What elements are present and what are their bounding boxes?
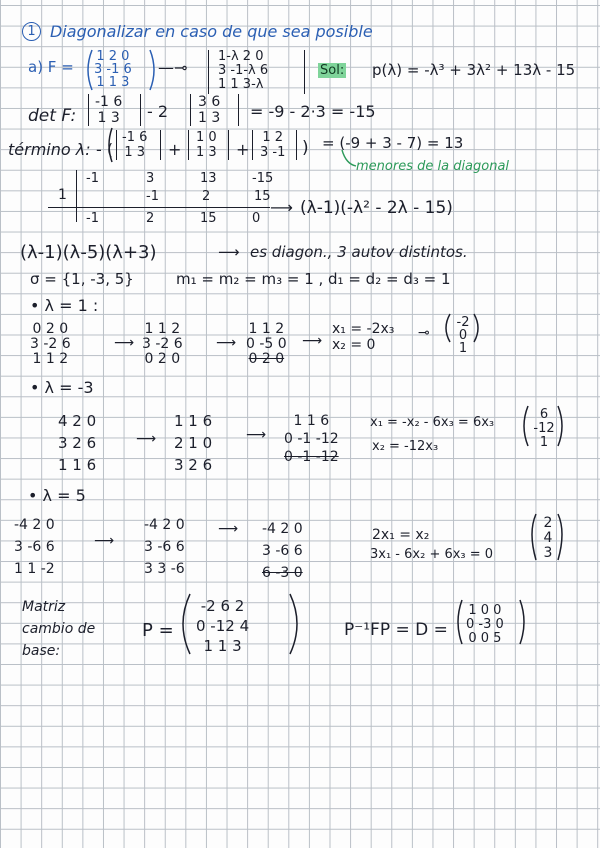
- matrix-row: 1 1 2: [248, 321, 285, 337]
- green-annotation-arrow: [342, 150, 356, 166]
- matrix-row: 0 -1 -12: [284, 431, 339, 447]
- termino-lead: - (: [96, 140, 114, 159]
- matrix-row-crossed: 0 -1 -12: [284, 449, 339, 465]
- case1-eq1: x₁ = -2x₃: [332, 321, 395, 337]
- change-of-basis-label: [22, 596, 95, 662]
- case1-matrix-3: [246, 322, 287, 367]
- case1-matrix-2: [142, 322, 183, 367]
- ruffini-cell: 15: [254, 189, 271, 204]
- factored-polynomial: (λ-1)(λ-5)(λ+3): [20, 242, 157, 263]
- diag-conclusion: es diagon., 3 autov distintos.: [250, 243, 468, 261]
- exercise-number-circle: 1: [22, 22, 41, 41]
- case3-matrix-1: [14, 514, 55, 580]
- minor-row: -1 6: [122, 130, 148, 145]
- case1-eigenvector: [452, 316, 474, 355]
- det-bar: [88, 94, 89, 126]
- case2-matrix-2: [174, 410, 212, 476]
- vec2-paren-left: [524, 406, 528, 446]
- matrix-F-row: 1 1 3: [96, 75, 130, 90]
- matrix-row: 3 -2 6: [30, 336, 71, 352]
- matrix-row: -4 2 0: [144, 517, 185, 533]
- matrix-F-label: a) F =: [28, 58, 74, 76]
- matrix-row: 1 1 6: [174, 412, 213, 430]
- arrow: ⟶: [246, 427, 267, 443]
- det-bar: [116, 130, 117, 160]
- matrix-row: 0 -12 4: [196, 617, 250, 635]
- char-matrix: [218, 50, 268, 92]
- matrix-row: 3 -6 6: [262, 543, 303, 559]
- minor-row: 1 0: [196, 130, 217, 145]
- matrix-row: 1 1 2: [32, 351, 69, 367]
- eigenvalue-set: σ = {1, -3, 5}: [30, 270, 134, 288]
- ruffini-cell: 2: [202, 189, 211, 204]
- plus-sign: +: [236, 140, 250, 159]
- matrix-row: 3 2 6: [174, 456, 213, 474]
- D-paren-right: [520, 600, 524, 644]
- arrow: ⟶: [270, 198, 293, 217]
- minor-row: 1 3: [124, 145, 146, 160]
- vec3-paren-right: [558, 514, 562, 560]
- vector-entry: 4: [543, 530, 553, 546]
- det-bar: [238, 94, 239, 126]
- matrix-P: [196, 596, 249, 656]
- P-label: P =: [142, 620, 174, 641]
- detF-result: = -9 - 2·3 = -15: [250, 102, 376, 121]
- termino-label: término λ:: [8, 140, 91, 159]
- matrix-row: 0 -5 0: [246, 336, 287, 352]
- vec1-paren-left: [446, 314, 450, 342]
- characteristic-polynomial: p(λ) = -λ³ + 3λ² + 13λ - 15: [372, 61, 576, 79]
- ruffini-cell: -1: [146, 189, 159, 204]
- diagonalization-equation: P⁻¹FP = D =: [344, 620, 448, 640]
- det-bar: [228, 130, 229, 160]
- case3-eq2: 3x₁ - 6x₂ + 6x₃ = 0: [370, 547, 494, 562]
- arrow: ⟶: [136, 431, 157, 447]
- vec3-paren-left: [532, 514, 536, 560]
- ruffini-cell: -1: [86, 211, 99, 226]
- matrix-row: 0 -3 0: [466, 617, 504, 632]
- solution-highlight: Sol:: [320, 63, 345, 78]
- P-paren-left: [183, 594, 190, 654]
- case1-label: • λ = 1 :: [30, 296, 99, 315]
- ruffini-hbar: [48, 207, 270, 208]
- minor-row: 3 6: [198, 94, 221, 110]
- case3-label: • λ = 5: [28, 486, 86, 505]
- termino-minor-3: [260, 130, 285, 160]
- vector-entry: -12: [533, 421, 555, 436]
- ruffini-cell: 15: [200, 211, 217, 226]
- ruffini-vbar: [76, 170, 77, 222]
- det-bar: [252, 130, 253, 160]
- ruffini-cell: 2: [146, 211, 155, 226]
- ruffini-root: 1: [58, 187, 67, 203]
- det-bar: [190, 94, 191, 126]
- matrix-row: 3 2 6: [58, 434, 97, 452]
- vector-entry: 0: [458, 328, 468, 343]
- label-line: cambio de: [22, 621, 96, 637]
- det-bar: [140, 94, 141, 126]
- matrix-F-paren-right: [150, 50, 154, 90]
- vec1-paren-right: [474, 314, 478, 342]
- matrix-row: 0 2 0: [144, 351, 181, 367]
- vector-entry: 2: [543, 515, 553, 531]
- case3-matrix-2: [144, 514, 185, 580]
- minor-row: 1 2: [262, 130, 284, 145]
- ruffini-cell: 3: [146, 171, 155, 186]
- matrix-row-crossed: 0 2 0: [248, 351, 285, 367]
- matrix-row: -4 2 0: [262, 521, 303, 537]
- case1-eq2: x₂ = 0: [332, 337, 376, 353]
- termino-minor-2: [196, 130, 217, 160]
- ruffini-result-row: [86, 212, 260, 225]
- close-paren: ): [302, 138, 309, 158]
- case1-matrix-1: [30, 322, 71, 367]
- matrix-row: 1 1 -2: [14, 561, 55, 577]
- vector-entry: -2: [456, 315, 470, 330]
- ruffini-coef-row: [86, 172, 273, 185]
- matrix-F: [94, 50, 132, 89]
- arrow: ⟶: [218, 521, 239, 537]
- char-matrix-row: 1 1 3-λ: [218, 77, 264, 92]
- det-bar-left: [208, 50, 209, 94]
- vector-entry: 3: [543, 545, 553, 561]
- arrow: ⟶: [216, 335, 237, 351]
- ruffini-cell: -15: [252, 171, 274, 186]
- detF-minor-1: [95, 94, 122, 126]
- ruffini-cell: 0: [252, 211, 261, 226]
- ruffini-cell: -1: [86, 171, 99, 186]
- exercise-number: [22, 22, 41, 41]
- arrow: ⊸: [418, 325, 430, 341]
- case3-eq1: 2x₁ = x₂: [372, 527, 430, 543]
- det-bar: [188, 130, 189, 160]
- termino-minor-1: [122, 130, 147, 160]
- arrow: —⊸: [158, 58, 188, 77]
- matrix-F-paren-left: [88, 50, 92, 90]
- D-paren-left: [458, 600, 462, 644]
- matrix-F-row: 1 2 0: [96, 49, 130, 64]
- matrix-row: 1 1 6: [293, 413, 330, 429]
- green-annotation: menores de la diagonal: [356, 159, 510, 174]
- minor-row: 3 -1: [260, 145, 286, 160]
- det-bar-right: [304, 50, 305, 94]
- matrix-row: 0 2 0: [32, 321, 69, 337]
- ruffini-factor: (λ-1)(-λ² - 2λ - 15): [300, 198, 453, 218]
- matrix-F-row: 3 -1 6: [94, 62, 132, 77]
- matrix-row: 2 1 0: [174, 434, 213, 452]
- char-matrix-row: 1-λ 2 0: [218, 49, 264, 64]
- vec2-paren-right: [558, 406, 562, 446]
- matrix-row: 3 -6 6: [14, 539, 55, 555]
- matrix-row: 0 0 5: [468, 631, 502, 646]
- vector-entry: 1: [539, 435, 549, 450]
- detF-minor-2: [198, 94, 220, 126]
- matrix-row: -2 6 2: [200, 597, 245, 615]
- case2-label: • λ = -3: [30, 378, 94, 397]
- matrix-row: 1 1 6: [58, 456, 97, 474]
- solution-label: [318, 64, 346, 77]
- det-bar: [296, 130, 297, 160]
- vector-entry: 6: [539, 407, 549, 422]
- label-line: base:: [22, 643, 61, 659]
- det-bar: [160, 130, 161, 160]
- arrow: ⟶: [302, 333, 323, 349]
- ruffini-cell: 13: [200, 171, 217, 186]
- plus-sign: +: [168, 140, 182, 159]
- arrow: ⟶: [94, 533, 115, 549]
- detF-label: det F:: [28, 106, 77, 126]
- case2-matrix-3: [284, 412, 339, 466]
- char-matrix-row: 3 -1-λ 6: [218, 63, 269, 78]
- arrow: ⟶: [218, 243, 240, 261]
- matrix-row: -4 2 0: [14, 517, 55, 533]
- multiplicities: m₁ = m₂ = m₃ = 1 , d₁ = d₂ = d₃ = 1: [176, 270, 451, 288]
- case3-eigenvector: [538, 516, 558, 561]
- arrow: ⟶: [114, 335, 135, 351]
- detF-minus-2: - 2: [147, 102, 169, 121]
- case2-matrix-1: [58, 410, 96, 476]
- matrix-row: 1 1 3: [203, 637, 242, 655]
- matrix-row: 3 3 -6: [144, 561, 185, 577]
- case2-eq1: x₁ = -x₂ - 6x₃ = 6x₃: [370, 415, 495, 430]
- termino-result: = (-9 + 3 - 7) = 13: [322, 134, 464, 152]
- case2-eq2: x₂ = -12x₃: [372, 439, 439, 454]
- case2-eigenvector: [530, 408, 558, 450]
- exercise-title: Diagonalizar en caso de que sea posible: [50, 22, 373, 41]
- matrix-row: 1 1 2: [144, 321, 181, 337]
- vector-entry: 1: [458, 341, 468, 356]
- matrix-D: [466, 604, 504, 646]
- minor-row: 1 3: [196, 145, 217, 160]
- P-paren-right: [290, 594, 297, 654]
- matrix-row: 1 0 0: [468, 603, 502, 618]
- case3-matrix-3: [262, 518, 303, 584]
- ruffini-mid-row: [146, 190, 271, 203]
- matrix-row-crossed: 6 -3 0: [262, 565, 303, 581]
- minor-row: -1 6: [95, 94, 123, 110]
- minor-row: 1 3: [198, 110, 221, 126]
- label-line: Matriz: [22, 599, 66, 615]
- matrix-row: 4 2 0: [58, 412, 97, 430]
- matrix-row: 3 -2 6: [142, 336, 183, 352]
- minor-row: 1 3: [97, 110, 120, 126]
- matrix-row: 3 -6 6: [144, 539, 185, 555]
